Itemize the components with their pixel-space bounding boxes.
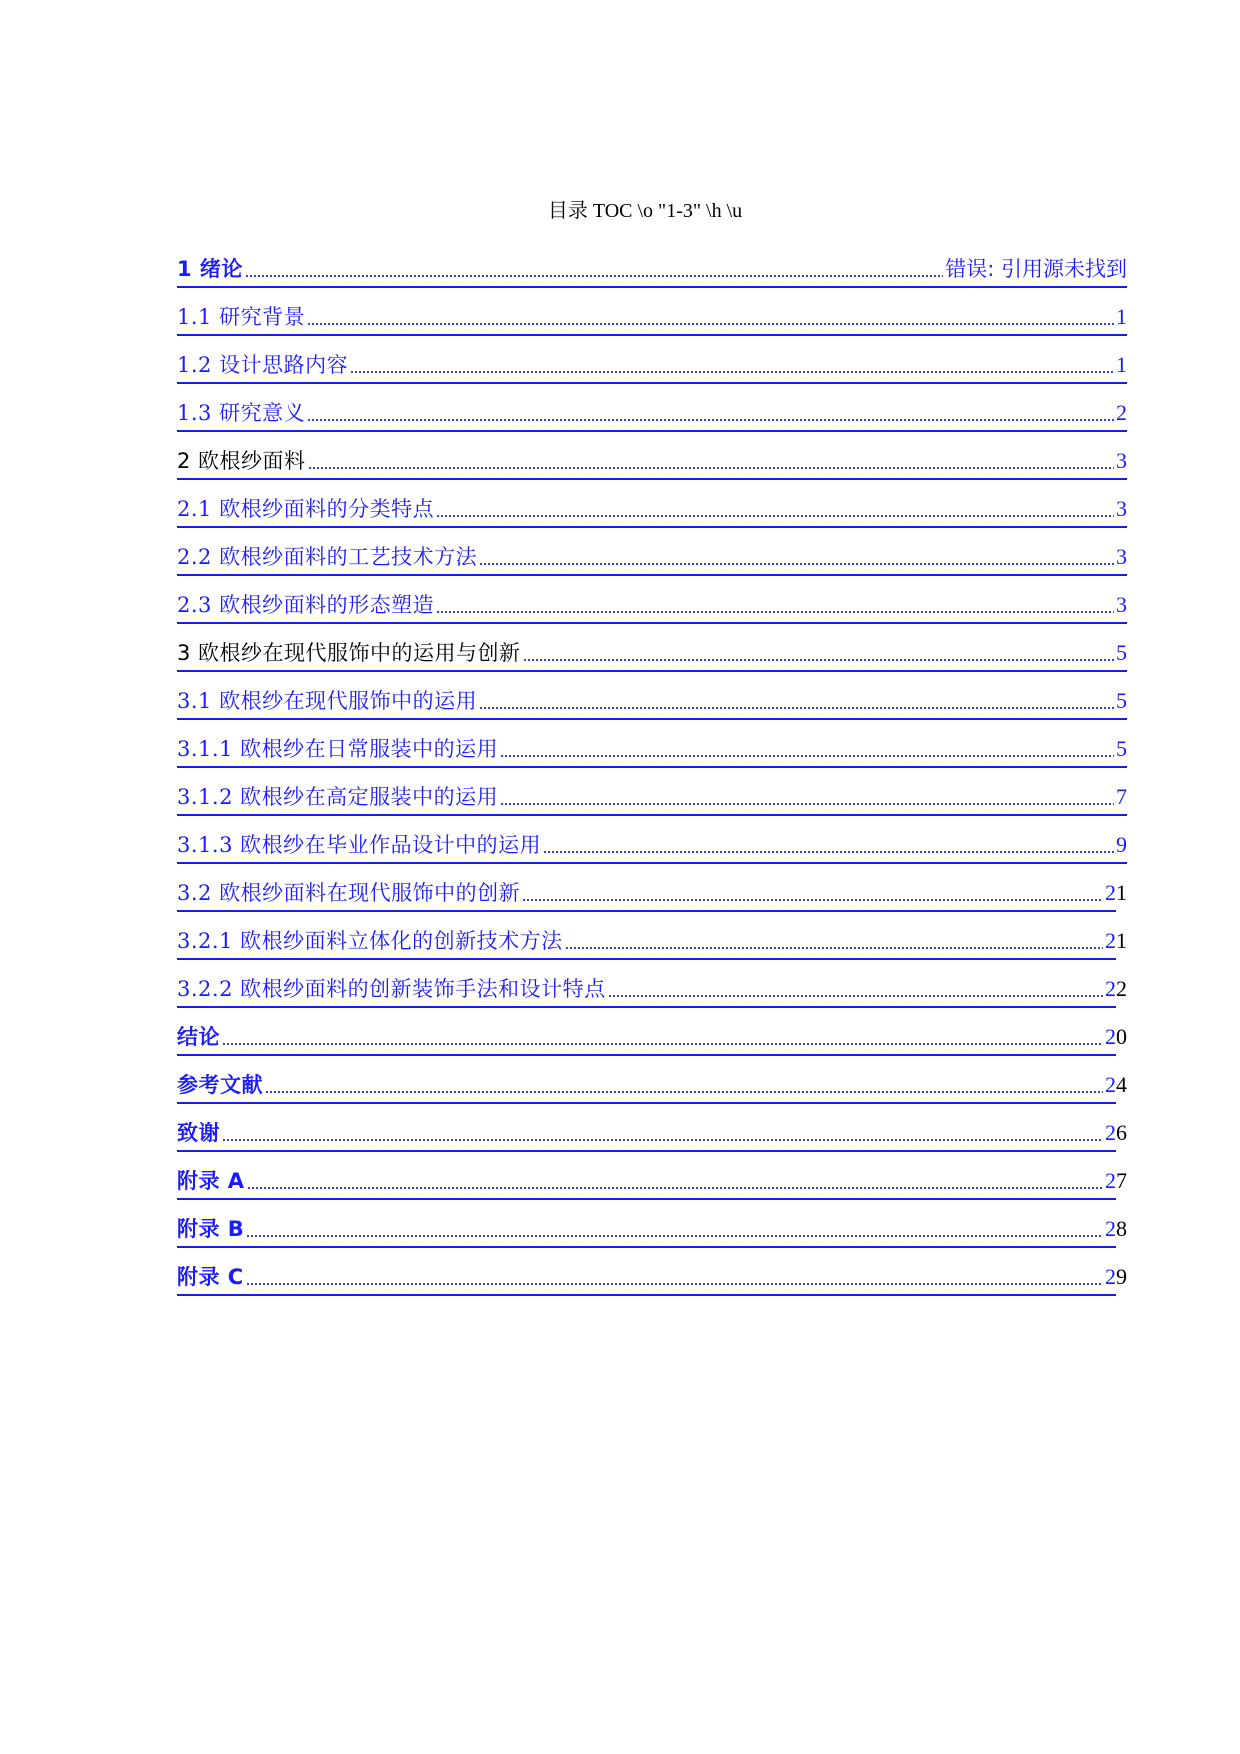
toc-entry-page: 7 [1116,784,1127,809]
dot-leader [436,609,1114,615]
toc-entry-page-tail: 8 [1116,1216,1127,1241]
toc-title: 目录 TOC \o "1-3" \h \u [547,200,743,222]
toc-entry [177,720,1127,768]
toc-link[interactable] [177,877,1116,912]
toc-entry-label: 1.1 研究背景 [177,305,306,329]
dot-leader [246,1233,1103,1239]
toc-entry-page: 5 [1116,640,1127,665]
toc-entry [177,864,1127,912]
dot-leader [500,801,1114,807]
toc-entry-page-tail: 0 [1116,1024,1127,1049]
toc-entry-page: 1 [1116,304,1127,329]
toc-entry-page-tail: 1 [1116,880,1127,905]
toc-entry-label: 2.1 欧根纱面料的分类特点 [177,497,435,521]
toc-entry [177,1104,1127,1152]
toc-link[interactable] [177,685,1127,720]
dot-leader [222,1137,1103,1143]
toc-entry [177,240,1127,288]
toc-link[interactable] [177,1069,1116,1104]
toc-entry-page: 3 [1116,496,1127,521]
toc-entry-page: 2 [1105,1120,1116,1145]
toc-entry-label: 1 绪论 [177,257,243,281]
toc-link[interactable] [177,397,1127,432]
toc-entry [177,432,1127,480]
toc-entry-page: 3 [1116,448,1127,473]
toc-entry-page: 2 [1105,1264,1116,1289]
toc-link[interactable] [177,589,1127,624]
dot-leader [245,273,943,279]
toc-link[interactable] [177,925,1116,960]
toc-entry [177,1008,1127,1056]
toc-entry-label: 附录 C [177,1265,244,1289]
dot-leader [222,1041,1103,1047]
dot-leader [436,513,1114,519]
toc-link[interactable] [177,493,1127,528]
toc-entry-label: 2 欧根纱面料 [177,449,306,473]
toc-entry-page: 2 [1105,1168,1116,1193]
toc-entry-page: 2 [1105,976,1116,1001]
toc-entry-page-tail: 4 [1116,1072,1127,1097]
toc-link[interactable] [177,637,1127,672]
toc-entry [177,768,1127,816]
dot-leader [265,1089,1103,1095]
toc-entry-page: 2 [1105,928,1116,953]
toc-entry-label: 结论 [177,1025,220,1049]
dot-leader [307,321,1114,327]
toc-link[interactable] [177,349,1127,384]
toc-entry-page: 2 [1105,1024,1116,1049]
toc-link[interactable] [177,973,1116,1008]
toc-entry [177,336,1127,384]
toc-entry-label: 3.1.3 欧根纱在毕业作品设计中的运用 [177,833,542,857]
toc-entry [177,480,1127,528]
toc-link[interactable] [177,733,1127,768]
dot-leader [500,753,1114,759]
toc-link[interactable] [177,1117,1116,1152]
dot-leader [246,1281,1103,1287]
dot-leader [522,897,1103,903]
toc-entry-page: 3 [1116,592,1127,617]
toc-entry-page-tail: 9 [1116,1264,1127,1289]
toc-link[interactable] [177,1021,1116,1056]
dot-leader [247,1185,1103,1191]
toc-entry [177,1200,1127,1248]
dot-leader [479,705,1114,711]
dot-leader [479,561,1114,567]
toc-entry-label: 3.2 欧根纱面料在现代服饰中的创新 [177,881,521,905]
toc-entry-label: 附录 B [177,1217,245,1241]
toc-entry-page: 2 [1105,1216,1116,1241]
toc-entry [177,288,1127,336]
toc-link[interactable] [177,781,1127,816]
toc-entry-page: 2 [1116,400,1127,425]
toc-entry-label: 3.1 欧根纱在现代服饰中的运用 [177,689,478,713]
toc-entry [177,528,1127,576]
toc-entry-page: 3 [1116,544,1127,569]
toc-entry-label: 2.3 欧根纱面料的形态塑造 [177,593,435,617]
toc-link[interactable] [177,1213,1116,1248]
toc-entry [177,1056,1127,1104]
toc-entry-page: 1 [1116,352,1127,377]
dot-leader [308,465,1114,471]
toc-entry [177,816,1127,864]
toc-entry-label: 3.2.1 欧根纱面料立体化的创新技术方法 [177,929,563,953]
toc-entry-page: 5 [1116,736,1127,761]
toc-entry-page: 错误: 引用源未找到 [945,257,1127,281]
dot-leader [350,369,1114,375]
toc-entry-label: 1.2 设计思路内容 [177,353,349,377]
toc-link[interactable] [177,301,1127,336]
toc-link[interactable] [177,445,1127,480]
dot-leader [608,993,1103,999]
toc-list [177,240,1127,1296]
toc-entry [177,1152,1127,1200]
toc-entry-page: 5 [1116,688,1127,713]
toc-link[interactable] [177,541,1127,576]
toc-entry-page: 2 [1105,1072,1116,1097]
dot-leader [307,417,1114,423]
toc-link[interactable] [177,829,1127,864]
toc-entry-page: 9 [1116,832,1127,857]
toc-entry-label: 3.1.2 欧根纱在高定服装中的运用 [177,785,499,809]
toc-entry-page: 2 [1105,880,1116,905]
toc-entry [177,384,1127,432]
toc-entry-label: 3 欧根纱在现代服饰中的运用与创新 [177,641,521,665]
toc-entry-page-tail: 6 [1116,1120,1127,1145]
toc-link[interactable] [177,1261,1116,1296]
toc-entry [177,1248,1127,1296]
toc-entry-page-tail: 7 [1116,1168,1127,1193]
toc-entry [177,672,1127,720]
toc-entry-label: 参考文献 [177,1073,263,1097]
dot-leader [543,849,1114,855]
dot-leader [565,945,1103,951]
toc-entry-label: 附录 A [177,1169,245,1193]
toc-entry-label: 2.2 欧根纱面料的工艺技术方法 [177,545,478,569]
toc-link[interactable] [177,1165,1116,1200]
toc-entry-label: 1.3 研究意义 [177,401,306,425]
toc-entry [177,960,1127,1008]
toc-link[interactable] [177,253,1127,288]
toc-entry-label: 致谢 [177,1121,220,1145]
toc-entry [177,912,1127,960]
toc-entry-label: 3.1.1 欧根纱在日常服装中的运用 [177,737,499,761]
toc-entry [177,576,1127,624]
dot-leader [523,657,1114,663]
toc-entry-label: 3.2.2 欧根纱面料的创新装饰手法和设计特点 [177,977,606,1001]
toc-entry-page-tail: 2 [1116,976,1127,1001]
toc-entry [177,624,1127,672]
toc-entry-page-tail: 1 [1116,928,1127,953]
